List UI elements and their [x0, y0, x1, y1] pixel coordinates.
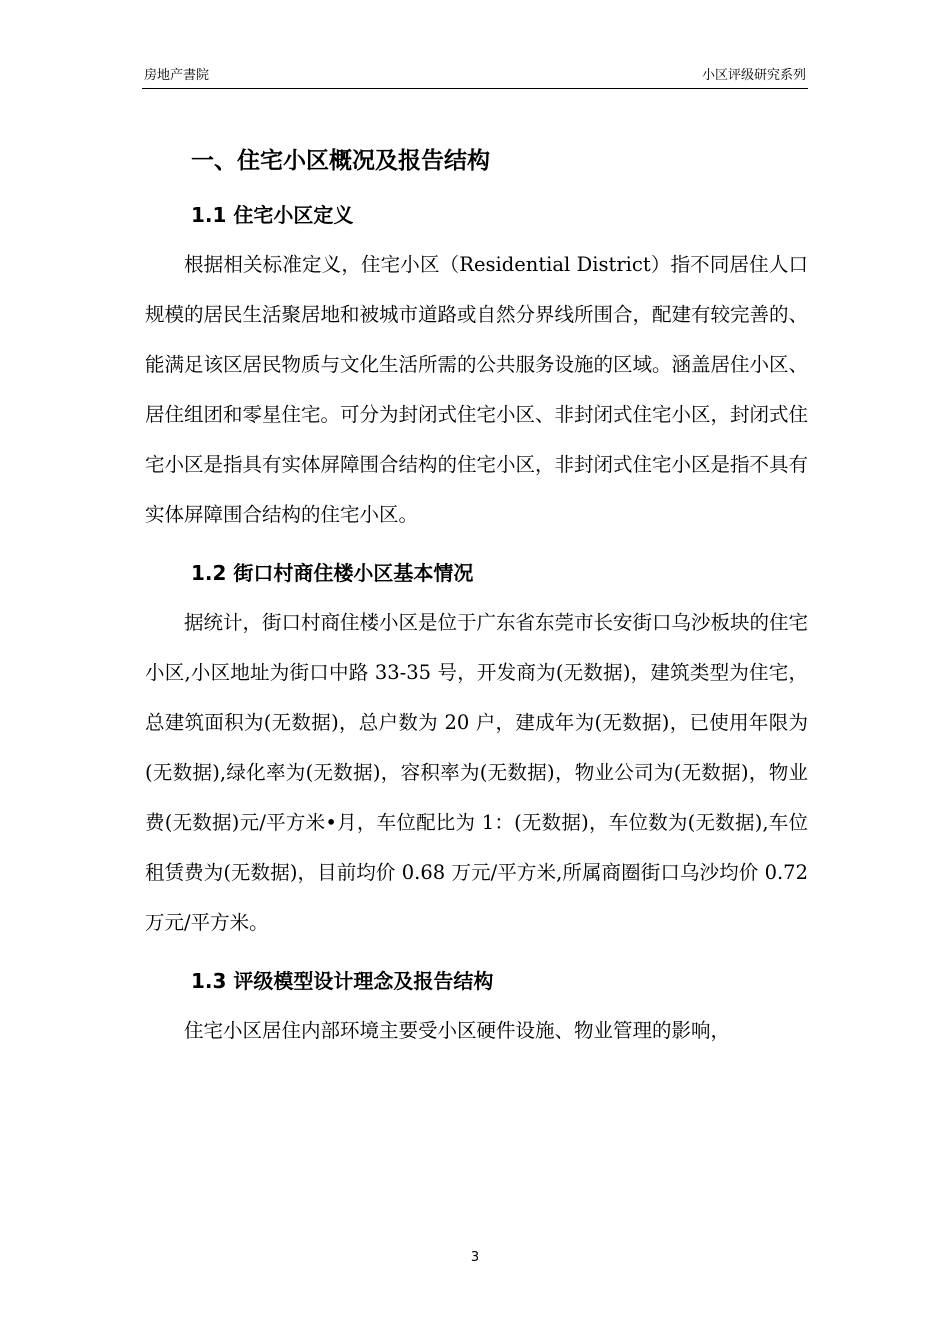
- section-1-3-title: 1.3 评级模型设计理念及报告结构: [191, 969, 494, 993]
- section-1-2-paragraph: 据统计，街口村商住楼小区是位于广东省东莞市长安街口乌沙板块的住宅小区,小区地址为街口中路 33-35 号，开发商为(无数据)，建筑类型为住宅，总建筑面积为(无数据)，总户数为 20 户，建成年为(无数据)，已使用年限为(无数据),绿化率为(无数据)，容积率为(无数据)，物业公司为(无数据)，物业费(无数据)元/平方米•月，车位配比为 1：(无数据)，车位数为(无数据),车位租赁费为(无数据)，目前均价 0.68 万元/平方米,所属商圈街口乌沙均价 0.72 万元/平方米。: [145, 611, 809, 934]
- section-1-3-paragraph: 住宅小区居住内部环境主要受小区硬件设施、物业管理的影响，: [184, 1019, 731, 1042]
- header-publisher: 房地产書院: [144, 68, 210, 83]
- section-1-1-paragraph: 根据相关标准定义，住宅小区（Residential District）指不同居住人口规模的居民生活聚居地和被城市道路或自然分界线所围合，配建有较完善的、能满足该区居民物质与文化生活所需的公共服务设施的区域。涵盖居住小区、居住组团和零星住宅。可分为封闭式住宅小区、非封闭式住宅小区，封闭式住宅小区是指具有实体屏障围合结构的住宅小区，非封闭式住宅小区是指不具有实体屏障围合结构的住宅小区。: [145, 253, 809, 526]
- header-series-title: 小区评级研究系列: [701, 68, 806, 83]
- section-1-1-title: 1.1 住宅小区定义: [191, 203, 354, 227]
- section-1-2-title: 1.2 街口村商住楼小区基本情况: [191, 561, 474, 585]
- chapter-title: 一、住宅小区概况及报告结构: [191, 148, 490, 174]
- document-body: [145, 140, 808, 1056]
- page-header: [142, 68, 808, 89]
- page-number: 3: [470, 1250, 480, 1265]
